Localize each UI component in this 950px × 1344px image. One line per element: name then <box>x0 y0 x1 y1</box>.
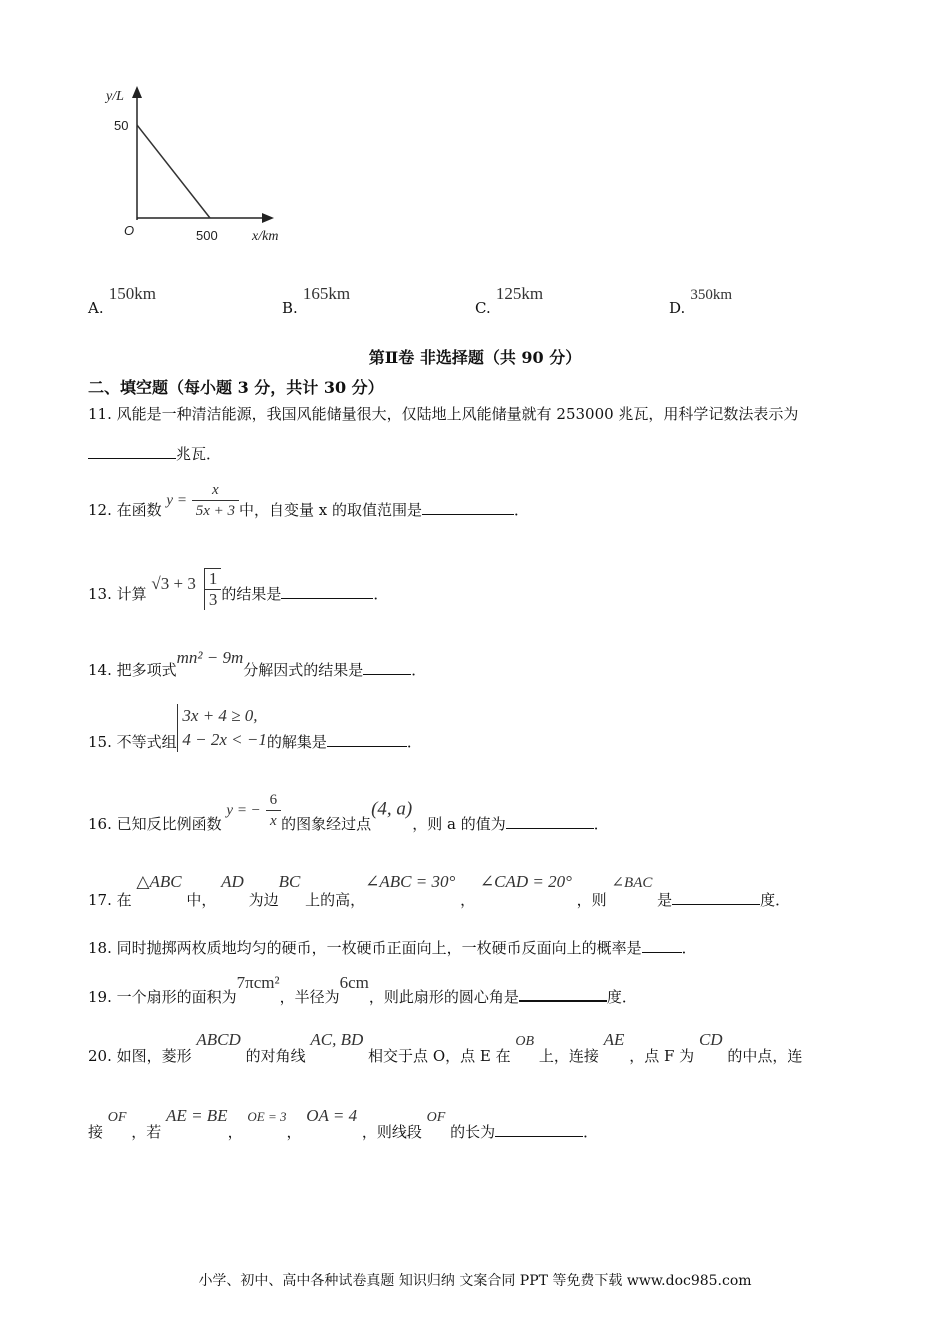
q16-after-point: ，则 a 的值为 <box>412 814 506 833</box>
q17-t1: 中， <box>186 891 217 909</box>
q15-middle: 的解集是 <box>266 733 327 751</box>
q20-line2-prefix: 接 <box>88 1123 104 1141</box>
q19-middle: ，半径为 <box>279 988 340 1006</box>
answer-blank[interactable] <box>422 498 514 515</box>
option-b[interactable] <box>282 284 351 317</box>
q20-cond2: OE = 3 <box>247 1109 287 1124</box>
option-letter: C. <box>475 299 491 317</box>
q19-after: ，则此扇形的圆心角是 <box>368 988 519 1006</box>
q17-t6: 是 <box>657 891 673 909</box>
answer-blank[interactable] <box>672 888 760 905</box>
question-16 <box>88 790 609 831</box>
q17-t4: ， <box>460 891 476 909</box>
q13-end: ． <box>373 585 389 603</box>
answer-blank[interactable] <box>88 442 176 459</box>
q20-diag: AC, BD <box>310 1030 364 1049</box>
option-letter: B. <box>282 299 298 317</box>
q17-triangle: △ABC <box>136 872 182 891</box>
question-20-line2 <box>88 1104 599 1141</box>
q20-cond3: OA = 4 <box>306 1106 358 1125</box>
q12-denominator: 5x + 3 <box>195 503 235 519</box>
q17-t5: ，则 <box>576 891 607 909</box>
q20-t3: 上，连接 <box>538 1047 599 1065</box>
q13-middle: 的结果是 <box>221 585 282 603</box>
fuel-distance-graph <box>100 80 300 250</box>
q18-end: ． <box>681 939 697 957</box>
q20-of: OF <box>107 1110 127 1125</box>
q16-fraction <box>266 790 282 831</box>
question-12 <box>88 480 529 521</box>
q20-of2: OF <box>426 1110 446 1125</box>
q13-expr: √3 + 3 <box>151 574 196 593</box>
q20-t7: ， <box>227 1123 243 1141</box>
option-letter: A. <box>88 299 104 317</box>
q17-bc: BC <box>278 872 301 891</box>
q17-t3: 上的高， <box>305 891 366 909</box>
q20-t1: 的对角线 <box>245 1047 306 1065</box>
q16-end: ． <box>593 814 609 833</box>
q17-ad: AD <box>221 872 244 891</box>
answer-blank[interactable] <box>519 984 607 1002</box>
question-18 <box>88 936 697 958</box>
q16-middle: 的图象经过点 <box>281 814 372 833</box>
q11-text: 11. 风能是一种清洁能源，我国风能储量很大，仅陆地上风能储量就有 253000 兆瓦，用科学记数法表示为 <box>88 405 799 423</box>
q14-prefix: 14. 把多项式 <box>88 661 177 679</box>
q20-cd: CD <box>698 1030 723 1049</box>
question-11-line2 <box>88 442 221 464</box>
q20-t6: ，若 <box>131 1123 162 1141</box>
origin-label: O <box>124 223 135 238</box>
q17-angle1: ∠ABC = 30° <box>365 872 456 891</box>
question-13 <box>88 560 389 609</box>
q13-denominator: 3 <box>208 590 218 609</box>
section-title: 第Ⅱ卷 非选择题（共 90 分） <box>368 348 582 367</box>
q18-text: 18. 同时抛掷两枚质地均匀的硬币，一枚硬币正面向上，一枚硬币反面向上的概率是 <box>88 939 642 957</box>
answer-blank[interactable] <box>363 658 411 675</box>
q16-point: (4, a) <box>371 798 413 820</box>
q14-end: ． <box>411 661 427 679</box>
q15-system <box>177 704 266 752</box>
footer-text: 小学、初中、高中各种试卷真题 知识归纳 文案合同 PPT 等免费下载 www.doc985.com <box>198 1273 752 1289</box>
question-15 <box>88 704 422 752</box>
q20-t9: ，则线段 <box>361 1123 422 1141</box>
fuel-line <box>137 125 210 218</box>
q17-angle3: ∠BAC <box>611 875 653 891</box>
q12-numerator: x <box>192 480 239 501</box>
option-value: 125km <box>495 284 544 303</box>
x-axis-label: x/km <box>252 229 279 244</box>
answer-blank[interactable] <box>642 936 682 953</box>
question-17 <box>88 870 791 909</box>
q12-end: ． <box>514 500 530 519</box>
q13-prefix: 13. 计算 <box>88 585 147 603</box>
q14-middle: 分解因式的结果是 <box>243 661 364 679</box>
q12-prefix: 12. 在函数 <box>88 500 162 519</box>
q16-prefix: 16. 已知反比例函数 <box>88 814 222 833</box>
q19-end: 度． <box>606 988 637 1006</box>
x-axis-arrow <box>262 213 274 223</box>
answer-blank[interactable] <box>506 812 594 829</box>
option-value: 350km <box>690 287 733 303</box>
q20-t4: ，点 F 为 <box>629 1047 695 1065</box>
q11-end: 兆瓦． <box>176 445 222 463</box>
q20-cond1: AE = BE <box>166 1106 228 1125</box>
q20-t2: 相交于点 O，点 E 在 <box>368 1047 511 1065</box>
y-tick-label: 50 <box>114 118 129 133</box>
q12-lhs: y = <box>166 492 187 509</box>
q17-t2: 为边 <box>248 891 279 909</box>
answer-blank[interactable] <box>327 730 407 747</box>
q13-numerator: 1 <box>205 569 222 590</box>
q13-sqrt-fraction <box>204 568 222 610</box>
q19-prefix: 19. 一个扇形的面积为 <box>88 988 237 1006</box>
q20-ob: OB <box>515 1034 535 1049</box>
question-19 <box>88 970 637 1006</box>
q20-ae: AE <box>603 1030 625 1049</box>
x-tick-label: 500 <box>196 228 218 243</box>
question-11 <box>88 404 798 424</box>
option-value: 150km <box>108 284 156 303</box>
option-value: 165km <box>302 284 351 303</box>
part-title: 二、填空题（每小题 3 分，共计 30 分） <box>88 378 384 397</box>
q15-prefix: 15. 不等式组 <box>88 733 177 751</box>
q19-radius: 6cm <box>339 973 369 992</box>
option-letter: D. <box>669 299 686 317</box>
q15-ineq2: 4 − 2x < −1 <box>182 730 267 749</box>
answer-blank[interactable] <box>281 582 373 599</box>
q12-fraction <box>192 480 239 521</box>
q15-end: ． <box>406 733 422 751</box>
question-20 <box>88 1030 803 1065</box>
q19-area: 7πcm² <box>236 973 280 992</box>
q16-lhs: y = − <box>226 802 261 819</box>
q16-numerator: 6 <box>266 790 282 811</box>
option-c[interactable] <box>475 284 544 317</box>
q17-end: 度． <box>760 891 791 909</box>
q15-ineq1: 3x + 4 ≥ 0, <box>182 706 258 725</box>
question-14 <box>88 646 427 679</box>
q12-middle: 中，自变量 x 的取值范围是 <box>239 500 422 519</box>
q20-abcd: ABCD <box>196 1030 241 1049</box>
q20-prefix: 20. 如图，菱形 <box>88 1047 192 1065</box>
q20-t5: 的中点，连 <box>727 1047 803 1065</box>
q16-denominator: x <box>270 813 277 829</box>
q17-angle2: ∠CAD = 20° <box>479 872 572 891</box>
y-axis-arrow <box>132 86 142 98</box>
option-a[interactable] <box>88 284 156 317</box>
y-axis-label: y/L <box>106 89 124 104</box>
q20-t10: 的长为 <box>450 1123 496 1141</box>
answer-blank[interactable] <box>495 1120 583 1137</box>
q20-end: ． <box>583 1123 599 1141</box>
q14-expr: mn² − 9m <box>176 648 244 667</box>
option-d[interactable] <box>669 284 733 317</box>
q17-prefix: 17. 在 <box>88 891 132 909</box>
q20-t8: ， <box>286 1123 302 1141</box>
